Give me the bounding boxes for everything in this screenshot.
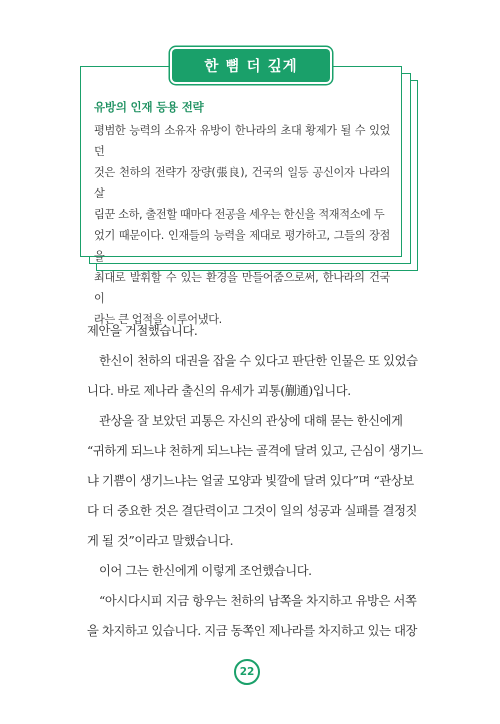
text-line: 게 될 것”이라고 말했습니다.: [87, 534, 234, 548]
text-line: 이어 그는 한신에게 이렇게 조언했습니다.: [99, 564, 312, 578]
box-line: 림꾼 소하, 출전할 때마다 전공을 세우는 한신을 적재적소에 두: [94, 208, 385, 221]
text-line: 을 차지하고 있습니다. 지금 동쪽인 제나라를 차지하고 있는 대장: [87, 624, 418, 638]
box-line: 라는 큰 업적을 이루어냈다.: [94, 313, 222, 326]
page-number-badge: [234, 659, 260, 685]
box-content: [94, 99, 390, 330]
box-heading: 유방의 인재 등용 전략: [94, 100, 204, 114]
text-line: 니다. 바로 제나라 출신의 유세가 괴통(蒯通)입니다.: [87, 384, 351, 398]
box-line: 었기 때문이다. 인재들의 능력을 제대로 평가하고, 그들의 장점을: [94, 229, 390, 263]
text-line: “귀하게 되느냐 천하게 되느냐는 골격에 달려 있고, 근심이 생기느: [87, 444, 423, 458]
box-paragraph: [94, 120, 390, 330]
page-number: 22: [239, 666, 255, 678]
text-line: 한신이 천하의 대권을 잡을 수 있다고 판단한 인물은 또 있었습: [99, 354, 418, 368]
box-title-tab: [172, 49, 330, 82]
text-line: “아시다시피 지금 항우는 천하의 남쪽을 차지하고 유방은 서쪽: [99, 594, 417, 608]
text-line: 다 더 중요한 것은 결단력이고 그것이 일의 성공과 실패를 결정짓: [87, 504, 418, 518]
box-title: 한 뼘 더 깊게: [204, 59, 298, 75]
text-line: 제안을 거절했습니다.: [87, 324, 198, 338]
text-line: 냐 기쁨이 생기느냐는 얼굴 모양과 빛깔에 달려 있다”며 “관상보: [87, 474, 414, 488]
deep-dive-box: [0, 0, 500, 326]
box-line: 것은 천하의 전략가 장량(張良), 건국의 일등 공신이자 나라의 살: [94, 166, 390, 200]
box-line: 최대로 발휘할 수 있는 환경을 만들어줌으로써, 한나라의 건국이: [94, 271, 390, 305]
box-line: 평범한 능력의 소유자 유방이 한나라의 초대 황제가 될 수 있었던: [94, 124, 390, 158]
text-line: 관상을 잘 보았던 괴통은 자신의 관상에 대해 묻는 한신에게: [99, 414, 403, 428]
main-text: [87, 316, 427, 646]
